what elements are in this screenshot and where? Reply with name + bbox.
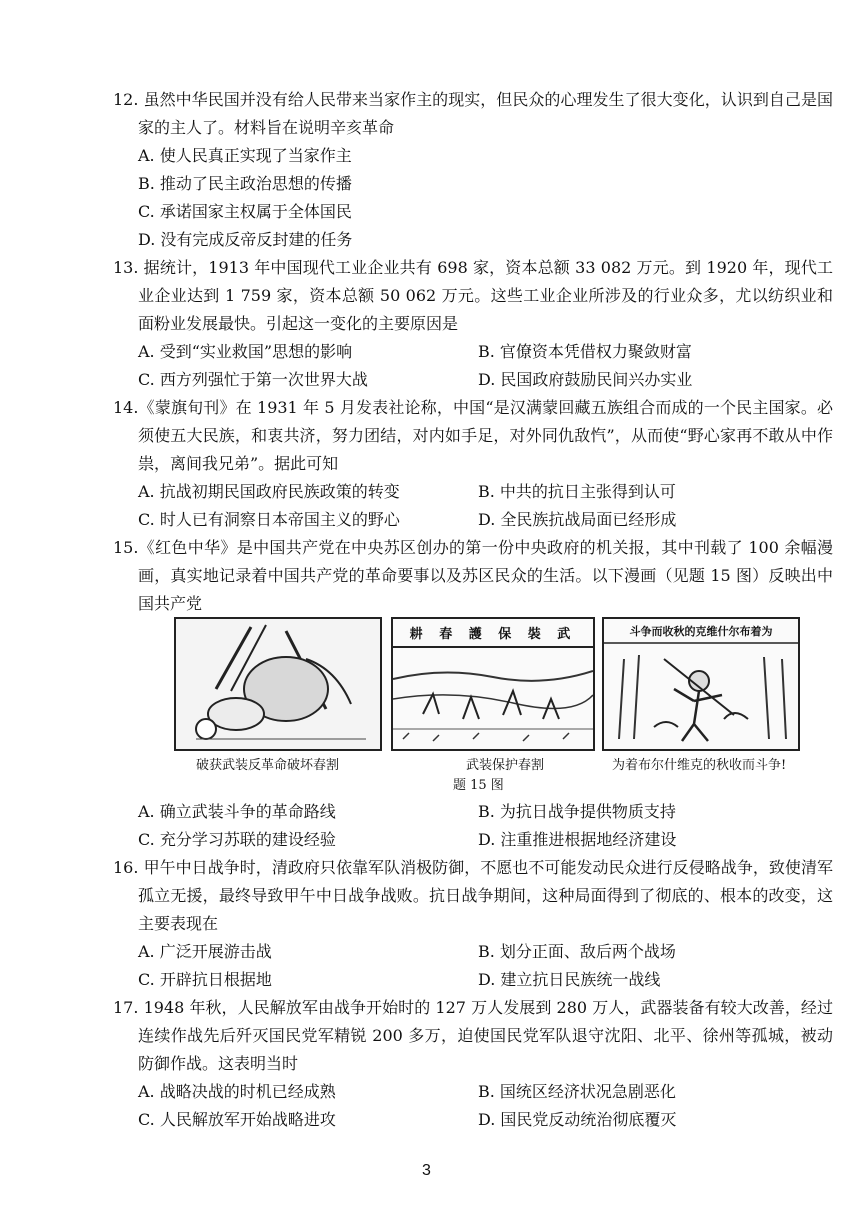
- cartoon-panel-2: [391, 617, 595, 751]
- option: A. 确立武装斗争的革命路线: [138, 802, 336, 821]
- option: B. 为抗日战争提供物质支持: [478, 802, 676, 821]
- option: D. 没有完成反帝反封建的任务: [138, 230, 353, 249]
- cartoon-figure: [174, 617, 798, 747]
- option: B. 中共的抗日主张得到认可: [478, 482, 676, 501]
- question-15: [113, 534, 833, 618]
- figure-title: 题 15 图: [453, 778, 504, 793]
- question-14: [113, 394, 833, 478]
- cartoon-caption-1: 破获武装反革命破坏春割: [196, 758, 340, 773]
- cartoon-panel-1: [174, 617, 382, 751]
- question-stem: 14.《蒙旗旬刊》在 1931 年 5 月发表社论称，中国“是汉满蒙回藏五族组合而成的一个民主国家。必须使五大民族，和衷共济，努力团结，对内如手足，对外同仇敌忾”，从而使“野心家再不敢从中作祟，离间我兄弟”。据此可知: [113, 398, 833, 473]
- question-16: [113, 854, 833, 938]
- option: A. 战略决战的时机已经成熟: [138, 1082, 336, 1101]
- option: D. 民国政府鼓励民间兴办实业: [478, 370, 693, 389]
- option: B. 推动了民主政治思想的传播: [138, 174, 352, 193]
- option: D. 建立抗日民族统一战线: [478, 970, 661, 989]
- panel-header: 耕 春 護 保 裝 武: [409, 627, 577, 642]
- question-17: [113, 994, 833, 1078]
- cartoon-caption-2: 武装保护春割: [466, 758, 545, 773]
- option: B. 国统区经济状况急剧恶化: [478, 1082, 676, 1101]
- question-stem: 17. 1948 年秋，人民解放军由战争开始时的 127 万人发展到 280 万人，武器装备有较大改善，经过连续作战先后歼灭国民党军精锐 200 多万，迫使国民党军队退守沈阳、北平、徐州等孤城，被动防御作战。这表明当时: [113, 998, 833, 1073]
- option: A. 使人民真正实现了当家作主: [138, 146, 352, 165]
- panel-header: 斗争而收秋的克维什尔布着为: [629, 625, 773, 638]
- cartoon-illustration-3: [604, 619, 798, 749]
- option: A. 抗战初期民国政府民族政策的转变: [138, 482, 400, 501]
- question-stem: 16. 甲午中日战争时，清政府只依靠军队消极防御，不愿也不可能发动民众进行反侵略战争，致使清军孤立无援，最终导致甲午中日战争战败。抗日战争期间，这种局面得到了彻底的、根本的改变，这主要表现在: [113, 858, 833, 933]
- option: B. 官僚资本凭借权力聚敛财富: [478, 342, 692, 361]
- option: D. 国民党反动统治彻底覆灭: [478, 1110, 677, 1129]
- question-13: [113, 254, 833, 338]
- option: D. 注重推进根据地经济建设: [478, 830, 677, 849]
- option: A. 广泛开展游击战: [138, 942, 272, 961]
- option: A. 受到“实业救国”思想的影响: [138, 342, 353, 361]
- cartoon-panel-3: [602, 617, 800, 751]
- option: D. 全民族抗战局面已经形成: [478, 510, 677, 529]
- cartoon-illustration-2: [393, 619, 593, 749]
- question-stem: 13. 据统计，1913 年中国现代工业企业共有 698 家，资本总额 33 082 万元。到 1920 年，现代工业企业达到 1 759 家，资本总额 50 062 万元。这些工业企业所涉及的行业众多，尤以纺织业和面粉业发展最快。引起这一变化的主要原因是: [113, 258, 833, 333]
- option: B. 划分正面、敌后两个战场: [478, 942, 676, 961]
- question-12: [113, 86, 833, 142]
- option: C. 充分学习苏联的建设经验: [138, 830, 336, 849]
- cartoon-illustration-1: [176, 619, 380, 749]
- cartoon-caption-3: 为着布尔什维克的秋收而斗争!: [612, 758, 787, 773]
- page-number: 3: [422, 1162, 431, 1179]
- option: C. 开辟抗日根据地: [138, 970, 272, 989]
- option: C. 时人已有洞察日本帝国主义的野心: [138, 510, 400, 529]
- question-stem: 12. 虽然中华民国并没有给人民带来当家作主的现实，但民众的心理发生了很大变化，认识到自己是国家的主人了。材料旨在说明辛亥革命: [113, 90, 833, 137]
- question-stem: 15.《红色中华》是中国共产党在中央苏区创办的第一份中央政府的机关报，其中刊载了 100 余幅漫画，真实地记录着中国共产党的革命要事以及苏区民众的生活。以下漫画（见题 15 图）反映出中国共产党: [113, 538, 833, 613]
- option: C. 人民解放军开始战略进攻: [138, 1110, 336, 1129]
- option: C. 承诺国家主权属于全体国民: [138, 202, 352, 221]
- option: C. 西方列强忙于第一次世界大战: [138, 370, 368, 389]
